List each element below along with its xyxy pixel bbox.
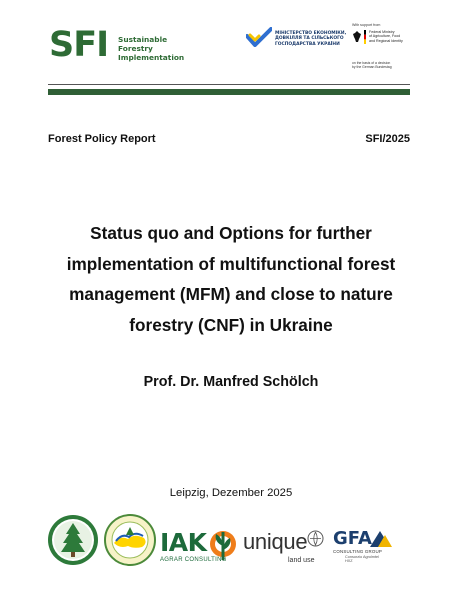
sfi-logo-line: Implementation bbox=[118, 53, 185, 62]
header-divider-thick bbox=[48, 89, 410, 95]
bundestag-line: by the German Bundestag bbox=[352, 65, 392, 70]
ministry-logo-text bbox=[275, 31, 355, 47]
header-divider-thin bbox=[48, 84, 410, 85]
document-title bbox=[40, 218, 422, 340]
forestry-seal-logo bbox=[47, 514, 99, 566]
iak-leaf-icon bbox=[208, 528, 238, 564]
ministry-checkmark-icon bbox=[246, 27, 272, 47]
german-ministry-line: Federal Ministry bbox=[369, 30, 395, 34]
report-code: SFI/2025 bbox=[365, 133, 410, 145]
iak-logo-sub: AGRAR CONSULTING bbox=[160, 557, 227, 563]
gfa-consortium-line: Consorzio Agrolmtel bbox=[345, 555, 379, 559]
ministry-logo-line: МІНІСТЕРСТВО ЕКОНОМІКИ, bbox=[275, 31, 347, 36]
unique-logo-sub: land use bbox=[288, 557, 315, 564]
support-line: With support from bbox=[352, 23, 381, 27]
german-flag-icon bbox=[364, 30, 366, 44]
unique-globe-icon bbox=[307, 530, 324, 547]
ministry-logo-line: ГОСПОДАРСТВА УКРАЇНИ bbox=[275, 41, 340, 47]
gfa-logo-consortium bbox=[345, 555, 395, 564]
bundestag-line: on the basis of a decision bbox=[352, 61, 391, 65]
bundestag-decision bbox=[352, 61, 422, 69]
iak-logo-name: IAK bbox=[160, 528, 207, 557]
report-type: Forest Policy Report bbox=[48, 133, 156, 145]
eagle-icon bbox=[353, 31, 361, 42]
title-line: implementation of multifunctional forest bbox=[66, 253, 396, 274]
sfi-logo-mark: SFI bbox=[49, 25, 109, 65]
german-ministry-line: of Agriculture, Food bbox=[369, 34, 401, 39]
german-ministry-name bbox=[369, 30, 441, 43]
place-date: Leipzig, Dezember 2025 bbox=[169, 487, 293, 499]
german-ministry-line: and Regional Identity bbox=[369, 38, 403, 43]
gfa-logo-sub: CONSULTING GROUP bbox=[333, 549, 382, 554]
gfa-logo-name: GFA bbox=[333, 528, 372, 549]
title-line: management (MFM) and close to nature bbox=[69, 284, 393, 304]
title-line: Status quo and Options for further bbox=[90, 223, 372, 243]
unique-logo-name: unique bbox=[243, 529, 308, 554]
author: Prof. Dr. Manfred Schölch bbox=[143, 374, 319, 390]
gfa-triangle-icon bbox=[370, 529, 394, 547]
sfi-logo-line: Sustainable bbox=[118, 35, 168, 44]
gfa-consortium-line: HXZ bbox=[345, 559, 353, 564]
sfi-logo-line: Forestry bbox=[118, 44, 153, 53]
sfi-logo-text bbox=[118, 35, 184, 62]
title-line: forestry (CNF) in Ukraine bbox=[129, 314, 333, 335]
ministry-logo-line: ДОВКІЛЛЯ ТА СІЛЬСЬКОГО bbox=[275, 36, 344, 42]
ukraine-forest-seal-logo bbox=[104, 513, 156, 567]
